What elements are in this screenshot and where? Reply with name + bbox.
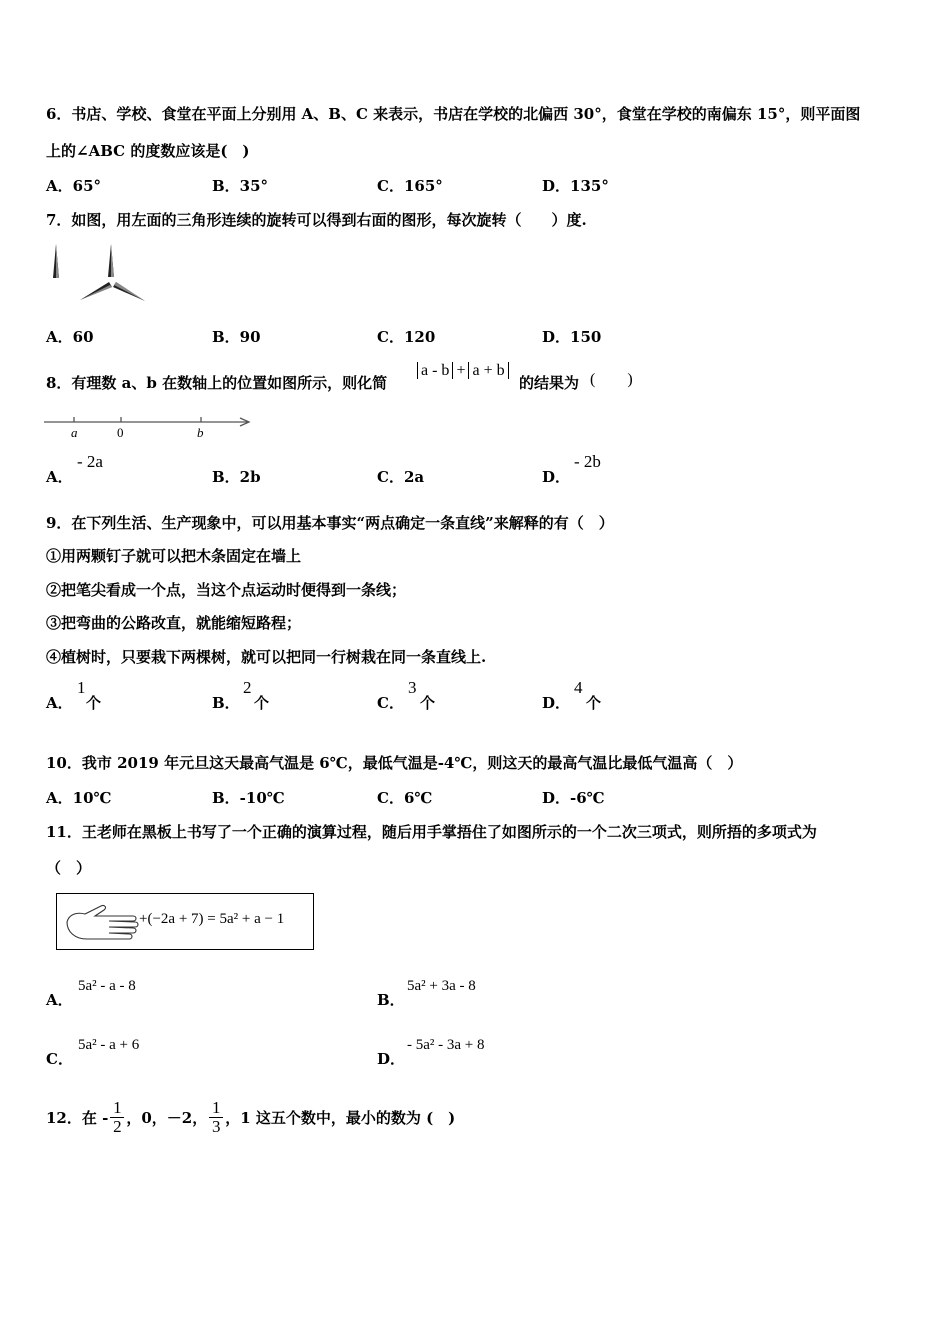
q9-option-b-unit: 个 bbox=[254, 694, 270, 712]
q10-option-b: B．-10℃ bbox=[212, 789, 285, 807]
q8-expression bbox=[417, 362, 509, 380]
q9-option-d-unit: 个 bbox=[586, 694, 602, 712]
q9-option-c-num: 3 bbox=[408, 678, 417, 697]
q11-option-b-label: B． bbox=[377, 991, 405, 1009]
q10-text: 10．我市 2019 年元旦这天最高气温是 6℃，最低气温是-4℃，则这天的最高气温比最低气温高（ ） bbox=[46, 754, 743, 772]
q12-fraction-half bbox=[110, 1099, 124, 1136]
q8-abs-a-plus-b: a + b bbox=[468, 362, 508, 379]
q12-fraction-third bbox=[209, 1099, 223, 1136]
q7-rotation-figure bbox=[44, 240, 154, 306]
q9-item-3: ③把弯曲的公路改直，就能缩短路程； bbox=[46, 614, 302, 632]
q11-option-a-label: A． bbox=[46, 991, 73, 1009]
q12-frac1-numerator: 1 bbox=[113, 1097, 122, 1117]
q8-label-0: 0 bbox=[117, 425, 124, 440]
q10-option-d: D．-6℃ bbox=[542, 789, 605, 807]
q8-plus: + bbox=[456, 362, 466, 379]
q9-option-d-label: D． bbox=[542, 694, 571, 712]
q8-label-a: a bbox=[71, 425, 78, 440]
q9-option-b-label: B． bbox=[212, 694, 240, 712]
q8-option-c: C．2a bbox=[377, 468, 425, 486]
q7-text: 7．如图，用左面的三角形连续的旋转可以得到右面的图形，每次旋转（ ）度. bbox=[46, 211, 587, 229]
q12-frac2-numerator: 1 bbox=[211, 1097, 221, 1117]
q11-figure-box bbox=[56, 893, 314, 950]
q8-text-after: 的结果为 bbox=[519, 374, 580, 392]
q6-option-d: D．135° bbox=[542, 177, 609, 195]
q11-line1: 11．王老师在黑板上书写了一个正确的演算过程，随后用手掌捂住了如图所示的一个二次三项式，则所捂的多项式为 bbox=[46, 823, 817, 841]
q6-option-b: B．35° bbox=[212, 177, 269, 195]
q7-option-c: C．120 bbox=[377, 328, 436, 346]
q9-item-4: ④植树时，只要栽下两棵树，就可以把同一行树栽在同一条直线上. bbox=[46, 648, 487, 666]
q8-abs-a-minus-b: a - b bbox=[417, 362, 453, 379]
q11-option-a-value: 5a² - a - 8 bbox=[78, 978, 136, 994]
q7-option-a: A．60 bbox=[46, 328, 94, 346]
q9-option-c-unit: 个 bbox=[420, 694, 436, 712]
q8-option-d-label: D． bbox=[542, 468, 571, 486]
q9-option-a-label: A． bbox=[46, 694, 73, 712]
hand-icon bbox=[63, 900, 139, 944]
q8-label-b: b bbox=[197, 425, 204, 440]
q6-line1: 6．书店、学校、食堂在平面上分别用 A、B、C 来表示，书店在学校的北偏西 30°，食堂在学校的南偏东 15°，则平面图 bbox=[46, 105, 861, 123]
q9-item-2: ②把笔尖看成一个点，当这个点运动时便得到一条线； bbox=[46, 581, 407, 599]
q11-option-c-value: 5a² - a + 6 bbox=[78, 1037, 140, 1053]
q10-option-a: A．10℃ bbox=[46, 789, 112, 807]
q9-text: 9．在下列生活、生产现象中，可以用基本事实“两点确定一条直线”来解释的有（ ） bbox=[46, 514, 614, 532]
q9-item-1: ①用两颗钉子就可以把木条固定在墙上 bbox=[46, 547, 302, 565]
q6-line2: 上的∠ABC 的度数应该是( ) bbox=[46, 142, 250, 160]
q12-frac1-denominator: 2 bbox=[113, 1116, 122, 1136]
q7-three-triangles bbox=[80, 244, 145, 301]
q11-option-d-label: D． bbox=[377, 1050, 406, 1068]
q10-option-c: C．6℃ bbox=[377, 789, 433, 807]
q8-option-d-value: - 2b bbox=[574, 452, 601, 471]
q11-option-d-value: - 5a² - 3a + 8 bbox=[407, 1037, 485, 1053]
q12-suffix: ，1 这五个数中，最小的数为 ( ) bbox=[225, 1108, 456, 1127]
q12-middle: ，0，－2， bbox=[126, 1108, 208, 1127]
q12-prefix: 12．在 - bbox=[46, 1108, 109, 1127]
q9-option-a-unit: 个 bbox=[86, 694, 102, 712]
q7-option-b: B．90 bbox=[212, 328, 261, 346]
q11-figure-expression: +(−2a + 7) = 5a² + a − 1 bbox=[139, 911, 285, 927]
q9-option-d-num: 4 bbox=[574, 678, 583, 697]
q9-option-b-num: 2 bbox=[243, 678, 252, 697]
q12-frac2-denominator: 3 bbox=[211, 1116, 221, 1136]
q11-line2: （ ） bbox=[46, 859, 92, 877]
q12-line bbox=[46, 1095, 455, 1139]
q9-option-c-label: C． bbox=[377, 694, 404, 712]
q8-option-a-label: A． bbox=[46, 468, 73, 486]
q7-single-triangle-shade bbox=[56, 244, 59, 278]
q8-text-before: 8．有理数 a、b 在数轴上的位置如图所示，则化简 bbox=[46, 374, 388, 392]
q8-option-a-value: - 2a bbox=[77, 452, 103, 471]
q11-option-c-label: C． bbox=[46, 1050, 73, 1068]
q8-option-b: B．2b bbox=[212, 468, 261, 486]
q7-option-d: D．150 bbox=[542, 328, 602, 346]
q8-number-line bbox=[44, 410, 256, 442]
q9-option-a-num: 1 bbox=[77, 678, 86, 697]
q6-option-a: A．65° bbox=[46, 177, 102, 195]
q6-option-c: C．165° bbox=[377, 177, 443, 195]
q8-paren: ( ) bbox=[590, 371, 633, 388]
q11-option-b-value: 5a² + 3a - 8 bbox=[407, 978, 476, 994]
